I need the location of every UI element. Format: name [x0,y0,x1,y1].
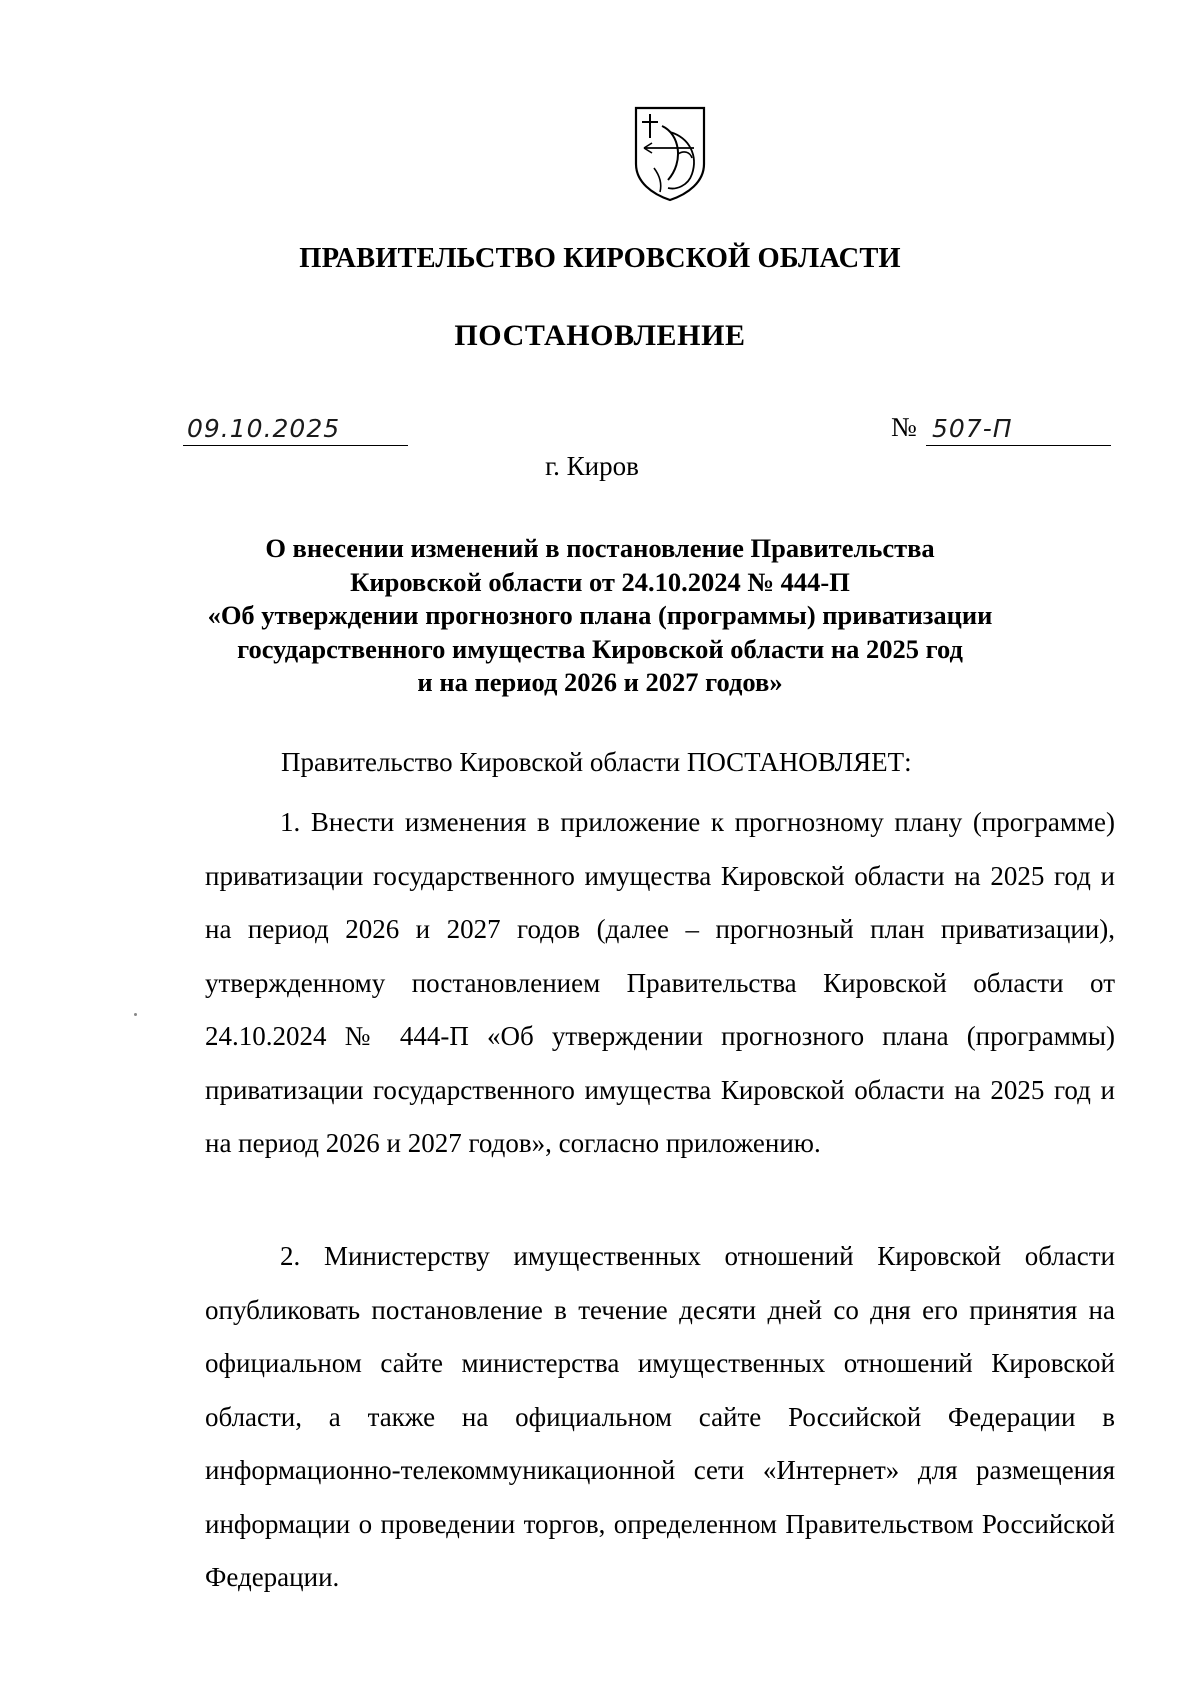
document-title [150,532,1050,700]
date-underline [183,445,408,446]
coat-of-arms-icon [632,104,708,202]
number-sign: № [891,412,917,442]
title-line: «Об утверждении прогнозного плана (программы) приватизации [207,600,993,630]
document-date-field [183,410,408,446]
document-number-field [926,410,1111,446]
city-line [0,451,1200,482]
document-number: 507-П [932,414,1013,443]
paragraph-1: 1. Внести изменения в приложение к прогнозному плану (программе) приватизации государственного имущества Кировской области на 2025 год и на период 2026 и 2027 годов (далее – прогнозный план приватизации), утвержденному постановлением Правительства Кировской области от 24.10.2024 № 444-П «Об утверждении прогнозного плана (программы) приватизации государственного имущества Кировской области на 2025 год и на период 2026 и 2027 годов», согласно приложению. [205,807,1115,1158]
organization-title: ПРАВИТЕЛЬСТВО КИРОВСКОЙ ОБЛАСТИ [299,243,901,274]
title-line: государственного имущества Кировской области на 2025 год [237,633,963,664]
preamble: Правительство Кировской области ПОСТАНОВЛЯЕТ: [281,747,912,777]
title-line: и на период 2026 и 2027 годов» [417,667,783,697]
title-line: О внесении изменений в постановление Правительства [265,533,935,563]
title-line: Кировской области от 24.10.2024 № 444-П [350,566,850,597]
document-date: 09.10.2025 [187,414,341,443]
scan-dot [134,1013,137,1016]
paragraph-2: 2. Министерству имущественных отношений Кировской области опубликовать постановление в течение десяти дней со дня его принятия на официальном сайте министерства имущественных отношений Кировской области, а также на официальном сайте Российской Федерации в информационно-телекоммуникационной сети «Интернет» для размещения информации о проведении торгов, определенном Правительством Российской Федерации. [205,1241,1115,1592]
document-type: ПОСТАНОВЛЕНИЕ [454,319,746,352]
city: г. Киров [545,451,639,481]
number-underline [926,445,1111,446]
